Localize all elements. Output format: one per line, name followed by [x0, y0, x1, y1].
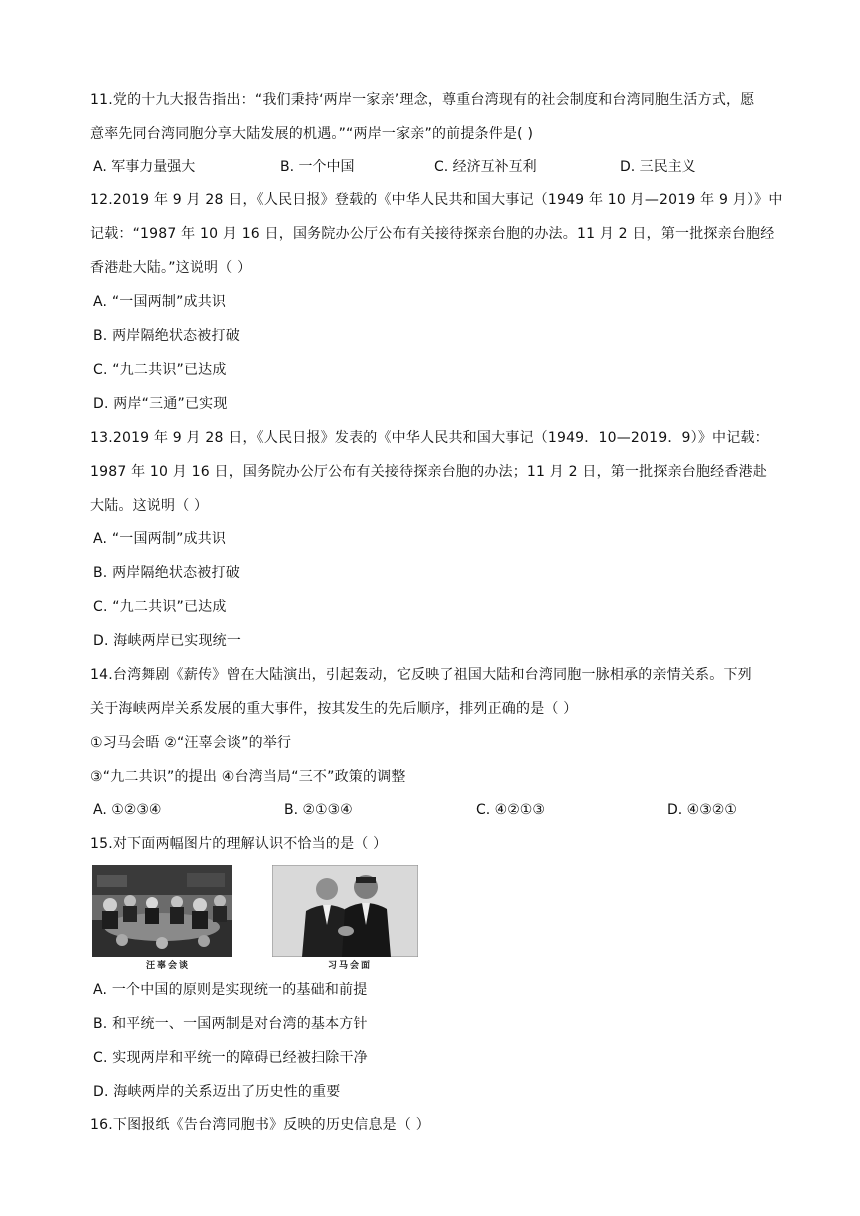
q14-item-line-2: ③“九二共识”的提出 ④台湾当局“三不”政策的调整 [90, 769, 406, 785]
q15-option-b[interactable]: B. 和平统一、一国两制是对台湾的基本方针 [93, 1016, 368, 1032]
q14-item-line-1: ①习马会晤 ②“汪辜会谈”的举行 [90, 735, 292, 751]
xi-ma-meeting-image [272, 865, 418, 957]
q13-stem-line-3: 大陆。这说明（ ） [90, 498, 209, 514]
q14-option-c[interactable]: C. ④②①③ [476, 802, 545, 818]
q12-option-d[interactable]: D. 两岸“三通”已实现 [93, 396, 228, 412]
xi-ma-meeting-caption: 习马会面 [328, 961, 373, 971]
q15-option-d[interactable]: D. 海峡两岸的关系迈出了历史性的重要 [93, 1084, 341, 1100]
q11-option-d[interactable]: D. 三民主义 [620, 159, 696, 175]
wang-koo-talks-caption: 汪辜会谈 [146, 961, 191, 971]
q15-option-a[interactable]: A. 一个中国的原则是实现统一的基础和前提 [93, 982, 368, 998]
q14-option-a[interactable]: A. ①②③④ [93, 802, 162, 818]
wang-koo-talks-image [92, 865, 232, 957]
q12-stem-line-2: 记载：“1987 年 10 月 16 日，国务院办公厅公布有关接待探亲台胞的办法。11 月 2 日，第一批探亲台胞经 [90, 226, 775, 242]
q12-option-c[interactable]: C. “九二共识”已达成 [93, 362, 227, 378]
q11-option-b[interactable]: B. 一个中国 [280, 159, 355, 175]
q11-stem-line-2: 意率先同台湾同胞分享大陆发展的机遇。”“两岸一家亲”的前提条件是( ) [90, 126, 534, 142]
q13-option-d[interactable]: D. 海峡两岸已实现统一 [93, 633, 242, 649]
q13-stem-line-2: 1987 年 10 月 16 日，国务院办公厅公布有关接待探亲台胞的办法；11 月 2 日，第一批探亲台胞经香港赴 [90, 464, 767, 480]
q11-option-a[interactable]: A. 军事力量强大 [93, 159, 196, 175]
q15-stem-line-1: 15.对下面两幅图片的理解认识不恰当的是（ ） [90, 836, 388, 852]
q14-stem-line-1: 14.台湾舞剧《薪传》曾在大陆演出，引起轰动，它反映了祖国大陆和台湾同胞一脉相承的亲情关系。下列 [90, 667, 752, 683]
q15-option-c[interactable]: C. 实现两岸和平统一的障碍已经被扫除干净 [93, 1050, 368, 1066]
q13-option-a[interactable]: A. “一国两制”成共识 [93, 531, 227, 547]
q13-stem-line-1: 13.2019 年 9 月 28 日，《人民日报》发表的《中华人民共和国大事记（1949．10—2019．9）》中记载： [90, 430, 769, 446]
wang-koo-talks-photo [92, 865, 232, 957]
q16-stem-line-1: 16.下图报纸《告台湾同胞书》反映的历史信息是（ ） [90, 1117, 430, 1133]
q12-stem-line-1: 12.2019 年 9 月 28 日，《人民日报》登载的《中华人民共和国大事记（1949 年 10 月—2019 年 9 月）》中 [90, 192, 783, 208]
q13-option-b[interactable]: B. 两岸隔绝状态被打破 [93, 565, 240, 581]
q14-stem-line-2: 关于海峡两岸关系发展的重大事件，按其发生的先后顺序，排列正确的是（ ） [90, 701, 578, 717]
q14-option-b[interactable]: B. ②①③④ [284, 802, 353, 818]
q12-stem-line-3: 香港赴大陆。”这说明（ ） [90, 260, 252, 276]
q11-stem-line-1: 11.党的十九大报告指出：“我们秉持‘两岸一家亲’理念，尊重台湾现有的社会制度和台湾同胞生活方式，愿 [90, 92, 755, 108]
xi-ma-meeting-photo [272, 865, 418, 957]
q14-option-d[interactable]: D. ④③②① [667, 802, 737, 818]
q12-option-a[interactable]: A. “一国两制”成共识 [93, 294, 227, 310]
q11-option-c[interactable]: C. 经济互补互利 [434, 159, 537, 175]
q13-option-c[interactable]: C. “九二共识”已达成 [93, 599, 227, 615]
q12-option-b[interactable]: B. 两岸隔绝状态被打破 [93, 328, 240, 344]
